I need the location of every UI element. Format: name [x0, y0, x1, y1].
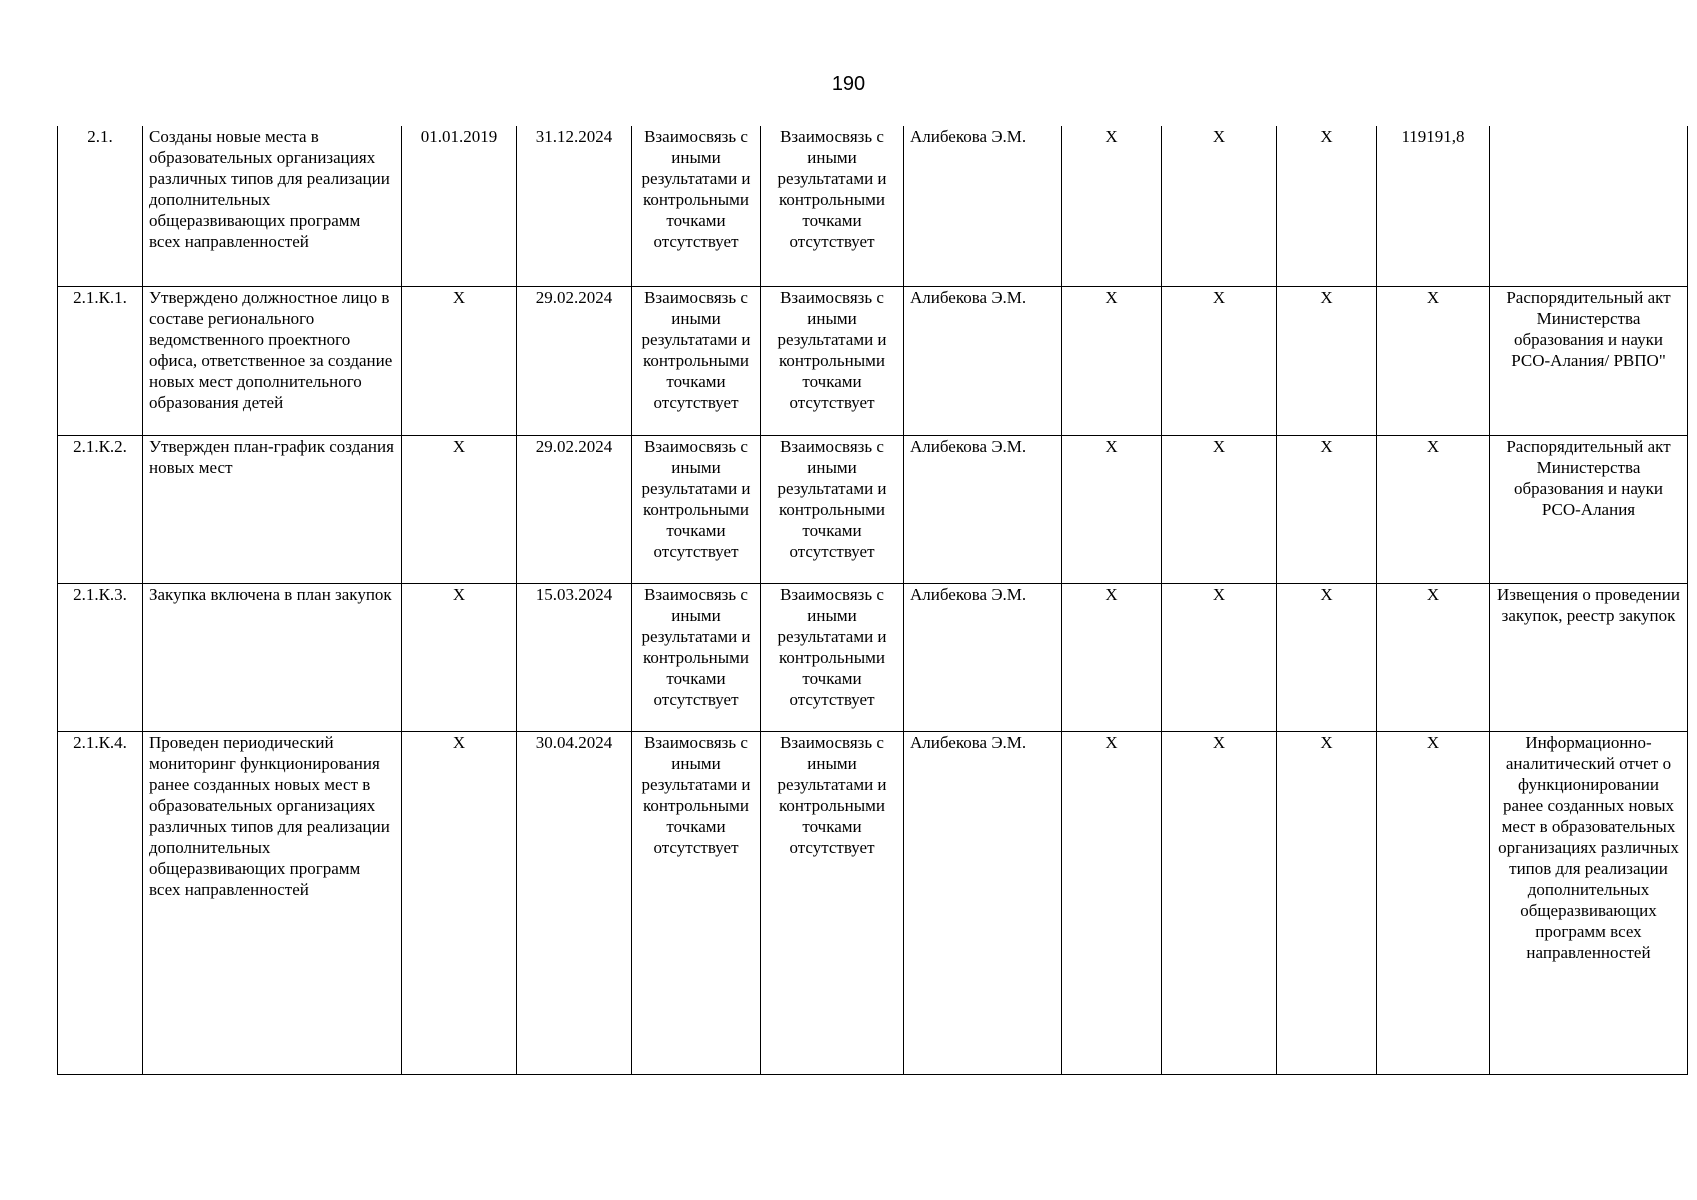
- mark-cell-3: Х: [1277, 436, 1377, 584]
- end-date: 15.03.2024: [517, 584, 632, 732]
- table-row: [58, 436, 1688, 584]
- confirming-document: Распорядительный акт Министерства образования и науки РСО-Алания/ РВПО": [1490, 287, 1688, 436]
- confirming-document: [1490, 126, 1688, 287]
- mark-cell-1: Х: [1062, 732, 1162, 1075]
- responsible-person: Алибекова Э.М.: [904, 287, 1062, 436]
- mark-cell-1: Х: [1062, 436, 1162, 584]
- successor-link: Взаимосвязь с иными результатами и контрольными точками отсутствует: [761, 126, 904, 287]
- mark-cell-2: Х: [1162, 126, 1277, 287]
- row-number: 2.1.К.2.: [58, 436, 143, 584]
- responsible-person: Алибекова Э.М.: [904, 584, 1062, 732]
- mark-cell-3: Х: [1277, 287, 1377, 436]
- predecessor-link: Взаимосвязь с иными результатами и контрольными точками отсутствует: [632, 584, 761, 732]
- predecessor-link: Взаимосвязь с иными результатами и контрольными точками отсутствует: [632, 126, 761, 287]
- successor-link: Взаимосвязь с иными результатами и контрольными точками отсутствует: [761, 732, 904, 1075]
- funding-amount: Х: [1377, 287, 1490, 436]
- result-name: Утверждено должностное лицо в составе регионального ведомственного проектного офиса, ответственное за создание новых мест дополнительного образования детей: [143, 287, 402, 436]
- end-date: 29.02.2024: [517, 287, 632, 436]
- successor-link: Взаимосвязь с иными результатами и контрольными точками отсутствует: [761, 287, 904, 436]
- end-date: 30.04.2024: [517, 732, 632, 1075]
- page-number: 190: [831, 73, 866, 95]
- end-date: 29.02.2024: [517, 436, 632, 584]
- mark-cell-2: Х: [1162, 287, 1277, 436]
- table-row: [58, 287, 1688, 436]
- predecessor-link: Взаимосвязь с иными результатами и контрольными точками отсутствует: [632, 287, 761, 436]
- table-row: [58, 126, 1688, 287]
- mark-cell-1: Х: [1062, 287, 1162, 436]
- responsible-person: Алибекова Э.М.: [904, 436, 1062, 584]
- result-name: Проведен периодический мониторинг функционирования ранее созданных новых мест в образовательных организациях различных типов для реализации дополнительных общеразвивающих программ всех направленностей: [143, 732, 402, 1075]
- funding-amount: Х: [1377, 584, 1490, 732]
- mark-cell-3: Х: [1277, 584, 1377, 732]
- confirming-document: Извещения о проведении закупок, реестр закупок: [1490, 584, 1688, 732]
- predecessor-link: Взаимосвязь с иными результатами и контрольными точками отсутствует: [632, 436, 761, 584]
- mark-cell-3: Х: [1277, 126, 1377, 287]
- funding-amount: Х: [1377, 436, 1490, 584]
- result-name: Утвержден план-график создания новых мест: [143, 436, 402, 584]
- row-number: 2.1.К.1.: [58, 287, 143, 436]
- result-name: Закупка включена в план закупок: [143, 584, 402, 732]
- responsible-person: Алибекова Э.М.: [904, 126, 1062, 287]
- funding-amount: Х: [1377, 732, 1490, 1075]
- row-number: 2.1.К.3.: [58, 584, 143, 732]
- row-number: 2.1.К.4.: [58, 732, 143, 1075]
- table-row: [58, 584, 1688, 732]
- mark-cell-1: Х: [1062, 584, 1162, 732]
- row-number: 2.1.: [58, 126, 143, 287]
- start-date: Х: [402, 584, 517, 732]
- start-date: Х: [402, 436, 517, 584]
- start-date: Х: [402, 287, 517, 436]
- predecessor-link: Взаимосвязь с иными результатами и контрольными точками отсутствует: [632, 732, 761, 1075]
- funding-amount: 119191,8: [1377, 126, 1490, 287]
- end-date: 31.12.2024: [517, 126, 632, 287]
- mark-cell-1: Х: [1062, 126, 1162, 287]
- mark-cell-3: Х: [1277, 732, 1377, 1075]
- confirming-document: Информационно-аналитический отчет о функционировании ранее созданных новых мест в образовательных организациях различных типов для реализации дополнительных общеразвивающих программ всех направленностей: [1490, 732, 1688, 1075]
- project-plan-table: [57, 126, 1688, 1075]
- successor-link: Взаимосвязь с иными результатами и контрольными точками отсутствует: [761, 584, 904, 732]
- table-row: [58, 732, 1688, 1075]
- confirming-document: Распорядительный акт Министерства образования и науки РСО-Алания: [1490, 436, 1688, 584]
- mark-cell-2: Х: [1162, 436, 1277, 584]
- responsible-person: Алибекова Э.М.: [904, 732, 1062, 1075]
- mark-cell-2: Х: [1162, 732, 1277, 1075]
- successor-link: Взаимосвязь с иными результатами и контрольными точками отсутствует: [761, 436, 904, 584]
- start-date: Х: [402, 732, 517, 1075]
- result-name: Созданы новые места в образовательных организациях различных типов для реализации дополнительных общеразвивающих программ всех направленностей: [143, 126, 402, 287]
- mark-cell-2: Х: [1162, 584, 1277, 732]
- start-date: 01.01.2019: [402, 126, 517, 287]
